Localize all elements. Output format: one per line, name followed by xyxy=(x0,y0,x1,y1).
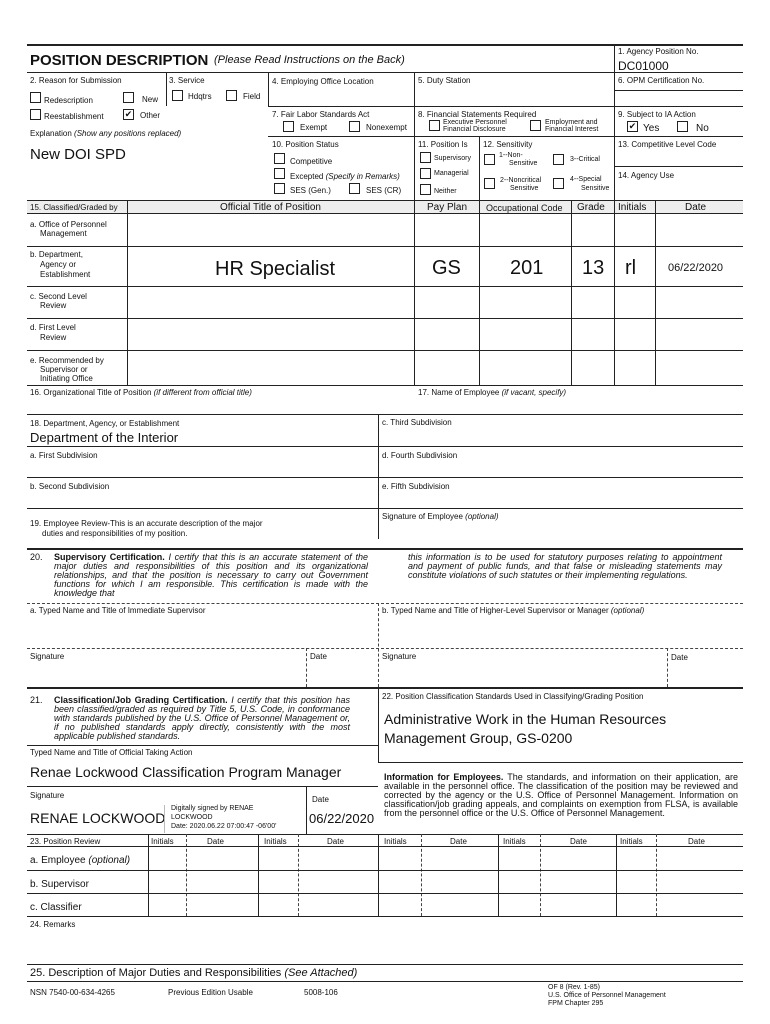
sup-left-text: Supervisory Certification. I certify that this is an accurate statement of the major duties and responsibilities of this position and its organizational relationships, and that the position is necessary to carry out Government functions for which I am responsible. This certification is made with the knowledge that xyxy=(54,552,368,598)
class-sig-date[interactable]: 06/22/2020 xyxy=(309,811,375,826)
row-b-line3: Establishment xyxy=(40,270,91,279)
redescription-label: Redescription xyxy=(44,96,93,105)
standards-value-2[interactable]: Management Group, GS-0200 xyxy=(384,730,573,746)
sup-a-label: a. Typed Name and Title of Immediate Supervisor xyxy=(30,606,206,615)
review-classifier: c. Classifier xyxy=(30,902,82,913)
sens3-label: 3--Critical xyxy=(570,156,600,163)
agency-position-value[interactable]: DC01000 xyxy=(618,59,669,73)
sup-num: 20. xyxy=(30,552,43,562)
explanation-label: Explanation (Show any positions replaced) xyxy=(30,129,182,138)
fifth-sub-label: e. Fifth Subdivision xyxy=(382,482,450,491)
rev-init-4: Initials xyxy=(503,837,526,846)
b-initials-value[interactable]: rl xyxy=(625,257,637,279)
financial-label: 8. Financial Statements Required xyxy=(418,110,537,119)
ses-cr-label: SES (CR) xyxy=(366,186,402,195)
sens1b-label: Sensitive xyxy=(509,160,538,167)
sens4b-label: Sensitive xyxy=(581,185,610,192)
row-e-line3: Initiating Office xyxy=(40,374,93,383)
row-c-line2: Review xyxy=(40,301,67,310)
managerial-label: Managerial xyxy=(434,170,469,177)
sens4a-label: 4--Special xyxy=(570,176,602,183)
col-date-header: Date xyxy=(685,202,707,213)
sig-emp-label: Signature of Employee (optional) xyxy=(382,512,499,521)
ia-yes-checkbox[interactable]: ✔ xyxy=(628,121,637,131)
hdqtrs-label: Hdqtrs xyxy=(188,92,212,101)
exempt-checkbox[interactable] xyxy=(283,121,294,132)
row-c-line1: c. Second Level xyxy=(30,292,87,301)
fin-disclosure-label: Financial Disclosure xyxy=(443,126,506,133)
pos-is-label: 11. Position Is xyxy=(418,140,468,149)
row-b-line1: b. Department, xyxy=(30,250,83,259)
pos-status-label: 10. Position Status xyxy=(272,140,339,149)
nonexempt-checkbox[interactable] xyxy=(349,121,360,132)
flsa-label: 7. Fair Labor Standards Act xyxy=(272,110,370,119)
rev-init-2: Initials xyxy=(264,837,287,846)
col-title-header: Official Title of Position xyxy=(220,202,321,213)
duty-label: 5. Duty Station xyxy=(418,76,471,85)
sensitivity-label: 12. Sensitivity xyxy=(483,140,533,149)
excepted-checkbox[interactable] xyxy=(274,168,285,179)
standards-value-1[interactable]: Administrative Work in the Human Resources xyxy=(384,711,667,727)
second-sub-label: b. Second Subdivision xyxy=(30,482,110,491)
reestablishment-checkbox[interactable] xyxy=(30,109,41,120)
exempt-label: Exempt xyxy=(300,123,328,132)
other-label: Other xyxy=(140,111,161,120)
class-text: Classification/Job Grading Certification. I certify that this position has been classified/graded as required by Title 5, U.S. Code, in conformance with standards published by the U.S. Office of Personnel Management or, if no published standards apply directly, consistently with the most applicable published standards. xyxy=(54,695,350,741)
explanation-value[interactable]: New DOI SPD xyxy=(30,146,126,163)
b-title-value[interactable]: HR Specialist xyxy=(215,258,336,280)
typed-value[interactable]: Renae Lockwood Classification Program Manager xyxy=(30,764,342,780)
ia-label: 9. Subject to IA Action xyxy=(618,110,696,119)
sens4-checkbox[interactable] xyxy=(553,178,564,189)
rev-date-2: Date xyxy=(327,837,344,846)
exec-personnel-label: Executive Personnel xyxy=(443,119,507,126)
ia-no-label: No xyxy=(696,123,709,134)
ia-yes-label: Yes xyxy=(643,123,660,134)
rev-date-3: Date xyxy=(450,837,467,846)
rev-date-4: Date xyxy=(570,837,587,846)
agency-position-label: 1. Agency Position No. xyxy=(618,47,699,56)
supervisory-checkbox[interactable] xyxy=(420,152,431,163)
duties-label: 25. Description of Major Duties and Responsibilities (See Attached) xyxy=(30,967,358,979)
col-occ-header: Occupational Code xyxy=(486,203,563,213)
row-e-line2: Supervisor or xyxy=(40,365,88,374)
sup-b-signature: Signature xyxy=(382,652,417,661)
form-code-label: 5008-106 xyxy=(304,988,338,997)
field-checkbox[interactable] xyxy=(226,90,237,101)
row-d-line1: d. First Level xyxy=(30,323,76,332)
supervisory-label: Supervisory xyxy=(434,155,471,162)
agency-use-label: 14. Agency Use xyxy=(618,171,675,180)
sup-b-date: Date xyxy=(671,653,688,662)
class-sig-name[interactable]: RENAE LOCKWOOD xyxy=(30,810,166,826)
sens2a-label: 2--Noncritical xyxy=(500,177,542,184)
competitive-label: Competitive xyxy=(290,157,333,166)
remarks-label: 24. Remarks xyxy=(30,920,76,929)
fin-interest-label: Financial Interest xyxy=(545,126,599,133)
b-date-value[interactable]: 06/22/2020 xyxy=(668,262,724,274)
typed-label: Typed Name and Title of Official Taking Action xyxy=(30,748,193,757)
opm-label: U.S. Office of Personnel Management xyxy=(548,992,666,999)
nsn-label: NSN 7540-00-634-4265 xyxy=(30,988,115,997)
rev-init-1: Initials xyxy=(151,837,174,846)
form-subtitle: (Please Read Instructions on the Back) xyxy=(214,54,405,66)
hdqtrs-checkbox[interactable] xyxy=(172,90,183,101)
ses-gen-checkbox[interactable] xyxy=(274,183,285,194)
managerial-checkbox[interactable] xyxy=(420,168,431,179)
third-sub-label: c. Third Subdivision xyxy=(382,418,452,427)
service-label: 3. Service xyxy=(169,76,205,85)
review-employee: a. Employee (optional) xyxy=(30,855,131,866)
rev-date-5: Date xyxy=(688,837,705,846)
class-date-label: Date xyxy=(312,795,329,804)
b-pay-value[interactable]: GS xyxy=(432,257,461,279)
class-num: 21. xyxy=(30,695,43,705)
ses-gen-label: SES (Gen.) xyxy=(290,186,331,195)
fourth-sub-label: d. Fourth Subdivision xyxy=(382,451,458,460)
fpm-label: FPM Chapter 295 xyxy=(548,1000,604,1007)
class-signature-label: Signature xyxy=(30,791,65,800)
col-initials-header: Initials xyxy=(618,202,647,213)
neither-label: Neither xyxy=(434,188,457,195)
employing-label: 4. Employing Office Location xyxy=(272,77,374,86)
ses-cr-checkbox[interactable] xyxy=(349,183,360,194)
emp-name-label: 17. Name of Employee (if vacant, specify) xyxy=(418,388,567,397)
prev-edition-label: Previous Edition Usable xyxy=(168,988,253,997)
row-d-line2: Review xyxy=(40,333,67,342)
sens1a-label: 1--Non- xyxy=(499,152,523,159)
dept-value[interactable]: Department of the Interior xyxy=(30,430,179,445)
digital-line1: Digitally signed by RENAE xyxy=(171,805,254,812)
other-checkbox[interactable]: ✔ xyxy=(124,109,133,119)
review19-line1: 19. Employee Review-This is an accurate description of the major xyxy=(30,519,263,528)
sens3-checkbox[interactable] xyxy=(553,154,564,165)
rev-init-5: Initials xyxy=(620,837,643,846)
review19-line2: duties and responsibilities of my position. xyxy=(42,529,188,538)
comp-level-label: 13. Competitive Level Code xyxy=(618,140,717,149)
sens2b-label: Sensitive xyxy=(510,185,539,192)
sup-a-signature: Signature xyxy=(30,652,65,661)
redescription-checkbox[interactable] xyxy=(30,92,41,103)
col-grade-header: Grade xyxy=(577,202,605,213)
info-text: Information for Employees. The standards, and information on their application, are available in the personnel office. The classification of the position may be reviewed and corrected by the agency or the U.S. Office of Personnel Management. Information on classification/job grading appeals, and complaints on exemption from FLSA, is available from the personnel office or the U.S. Office of Personnel Management. xyxy=(384,772,738,818)
form-title: POSITION DESCRIPTION xyxy=(30,52,209,69)
row-a-line1: a. Office of Personnel xyxy=(30,220,107,229)
reestablishment-label: Reestablishment xyxy=(44,112,104,121)
row-b-line2: Agency or xyxy=(40,260,77,269)
competitive-checkbox[interactable] xyxy=(274,153,285,164)
sup-b-label: b. Typed Name and Title of Higher-Level Supervisor or Manager (optional) xyxy=(382,606,645,615)
review-supervisor: b. Supervisor xyxy=(30,879,89,890)
field-label: Field xyxy=(243,92,261,101)
neither-checkbox[interactable] xyxy=(420,184,431,195)
standards-label: 22. Position Classification Standards Used in Classifying/Grading Position xyxy=(382,692,644,701)
first-sub-label: a. First Subdivision xyxy=(30,451,98,460)
dept-label: 18. Department, Agency, or Establishment xyxy=(30,419,180,428)
review23-label: 23. Position Review xyxy=(30,837,101,846)
sens1-checkbox[interactable] xyxy=(484,154,495,165)
digital-signature-icon xyxy=(164,805,171,833)
rev-init-3: Initials xyxy=(384,837,407,846)
row-e-line1: e. Recommended by xyxy=(30,356,104,365)
digital-line3: Date: 2020.06.22 07:00:47 -06'00' xyxy=(171,823,277,830)
exec-personnel-checkbox[interactable] xyxy=(429,120,440,131)
nonexempt-label: Nonexempt xyxy=(366,123,407,132)
of8-label: OF 8 (Rev. 1-85) xyxy=(548,984,600,991)
sens2-checkbox[interactable] xyxy=(484,178,495,189)
opm-cert-label: 6. OPM Certification No. xyxy=(618,76,705,85)
reason-label: 2. Reason for Submission xyxy=(30,76,122,85)
col-pay-header: Pay Plan xyxy=(427,202,468,213)
classified-label: 15. Classified/Graded by xyxy=(30,203,118,212)
digital-line2: LOCKWOOD xyxy=(171,814,213,821)
rev-date-1: Date xyxy=(207,837,224,846)
new-checkbox[interactable] xyxy=(123,92,134,103)
sup-right-text: this information is to be used for statutory purposes relating to appointment and payment of public funds, and that false or misleading statements may constitute violations of such statutes or their implementing regulations. xyxy=(408,552,722,580)
org-title-label: 16. Organizational Title of Position (if different from official title) xyxy=(30,388,252,397)
employment-checkbox[interactable] xyxy=(530,120,541,131)
b-grade-value[interactable]: 13 xyxy=(582,257,605,279)
employment-label: Employment and xyxy=(545,119,598,126)
excepted-label: Excepted (Specify in Remarks) xyxy=(290,172,400,181)
sup-a-date: Date xyxy=(310,652,327,661)
row-a-line2: Management xyxy=(40,229,87,238)
new-label: New xyxy=(142,95,159,104)
b-occ-value[interactable]: 201 xyxy=(510,257,544,279)
ia-no-checkbox[interactable] xyxy=(677,121,688,132)
